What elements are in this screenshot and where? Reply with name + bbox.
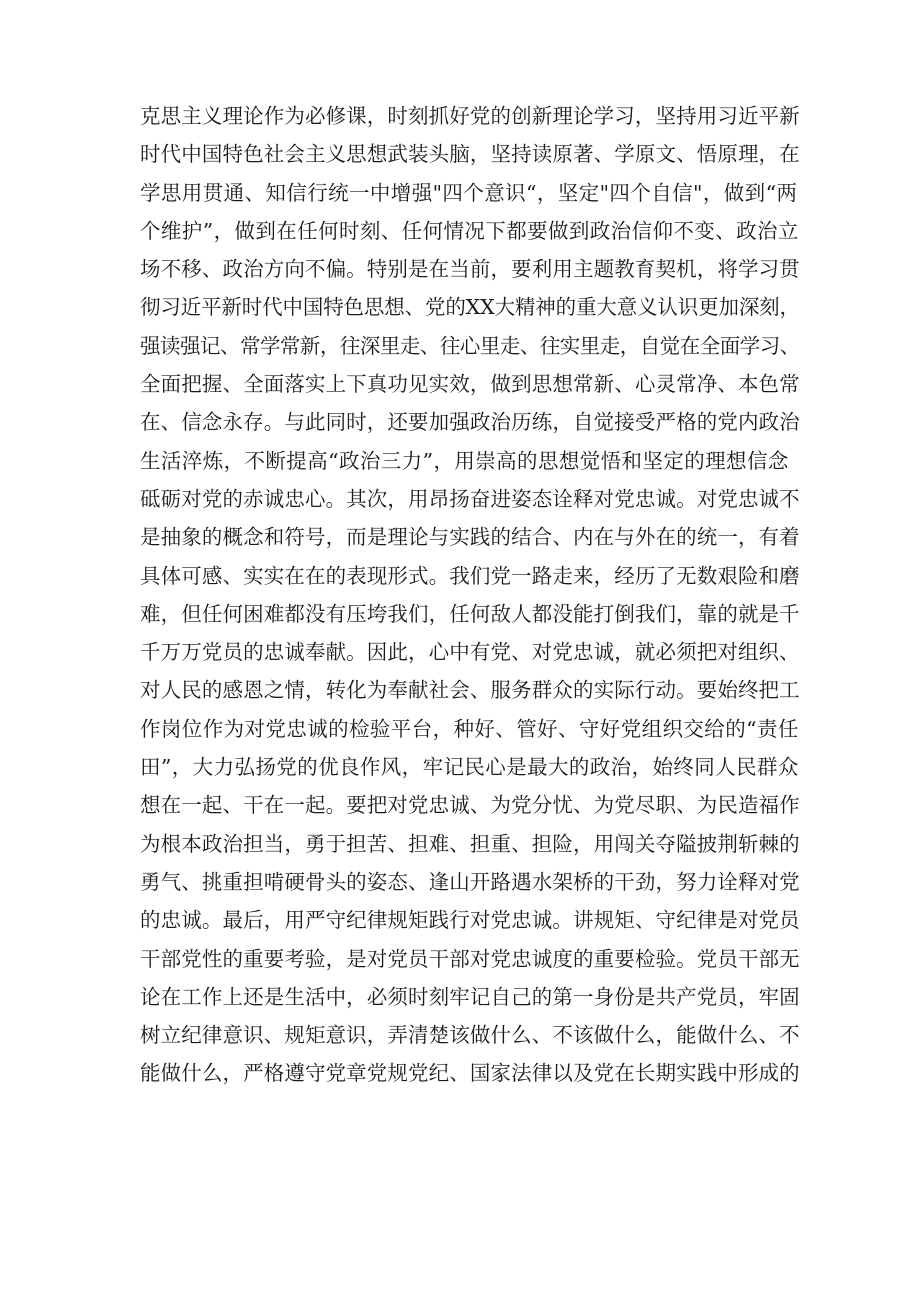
text-line: 生活淬炼，不断提高“政治三力”，用崇高的思想觉悟和坚定的理想信念 <box>140 448 789 473</box>
text-line: 彻习近平新时代中国特色思想、党的XX大精神的重大意义认识更加深刻， <box>140 295 800 320</box>
text-line: 是抽象的概念和符号，而是理论与实践的结合、内在与外在的统一，有着 <box>140 525 800 550</box>
text-line: 作岗位作为对党忠诚的检验平台，种好、管好、守好党组织交给的“责任 <box>140 716 799 741</box>
text-line: 勇气、挑重担啃硬骨头的姿态、逢山开路遇水架桥的干劲，努力诠释对党 <box>140 869 800 894</box>
text-line: 场不移、政治方向不偏。特别是在当前，要利用主题教育契机，将学习贯 <box>140 257 800 282</box>
body-paragraph <box>140 97 800 1093</box>
text-line: 在、信念永存。与此同时，还要加强政治历练，自觉接受严格的党内政治 <box>140 410 800 435</box>
text-line: 田”，大力弘扬党的优良作风，牢记民心是最大的政治，始终同人民群众 <box>140 755 799 780</box>
text-line: 对人民的感恩之情，转化为奉献社会、服务群众的实际行动。要始终把工 <box>140 678 800 703</box>
text-line: 论在工作上还是生活中，必须时刻牢记自己的第一身份是共产党员，牢固 <box>140 984 800 1009</box>
text-line: 全面把握、全面落实上下真功见实效，做到思想常新、心灵常净、本色常 <box>140 372 800 397</box>
text-line: 千万万党员的忠诚奉献。因此，心中有党、对党忠诚，就必须把对组织、 <box>140 640 800 665</box>
text-line: 能做什么，严格遵守党章党规党纪、国家法律以及党在长期实践中形成的 <box>140 1061 800 1086</box>
text-line: 干部党性的重要考验，是对党员干部对党忠诚度的重要检验。党员干部无 <box>140 946 800 971</box>
text-line: 为根本政治担当，勇于担苦、担难、担重、担险，用闯关夺隘披荆斩棘的 <box>140 831 800 856</box>
text-line: 强读强记、常学常新，往深里走、往心里走、往实里走，自觉在全面学习、 <box>140 333 800 358</box>
text-line: 的忠诚。最后，用严守纪律规矩践行对党忠诚。讲规矩、守纪律是对党员 <box>140 908 800 933</box>
text-line: 具体可感、实实在在的表现形式。我们党一路走来，经历了无数艰险和磨 <box>140 563 800 588</box>
text-line: 时代中国特色社会主义思想武装头脑，坚持读原著、学原文、悟原理，在 <box>140 142 800 167</box>
text-line: 个维护”，做到在任何时刻、任何情况下都要做到政治信仰不变、政治立 <box>140 218 799 243</box>
text-line: 树立纪律意识、规矩意识，弄清楚该做什么、不该做什么，能做什么、不 <box>140 1023 800 1048</box>
text-line: 学思用贯通、知信行统一中增强"四个意识“，坚定"四个自信"，做到“两 <box>140 180 798 205</box>
text-line: 克思主义理论作为必修课，时刻抓好党的创新理论学习，坚持用习近平新 <box>140 104 800 128</box>
text-line: 想在一起、干在一起。要把对党忠诚、为党分忧、为党尽职、为民造福作 <box>140 793 800 818</box>
text-line: 砥砺对党的赤诚忠心。其次，用昂扬奋进姿态诠释对党忠诚。对党忠诚不 <box>140 486 800 511</box>
text-line: 难，但任何困难都没有压垮我们，任何敌人都没能打倒我们，靠的就是千 <box>140 601 800 626</box>
